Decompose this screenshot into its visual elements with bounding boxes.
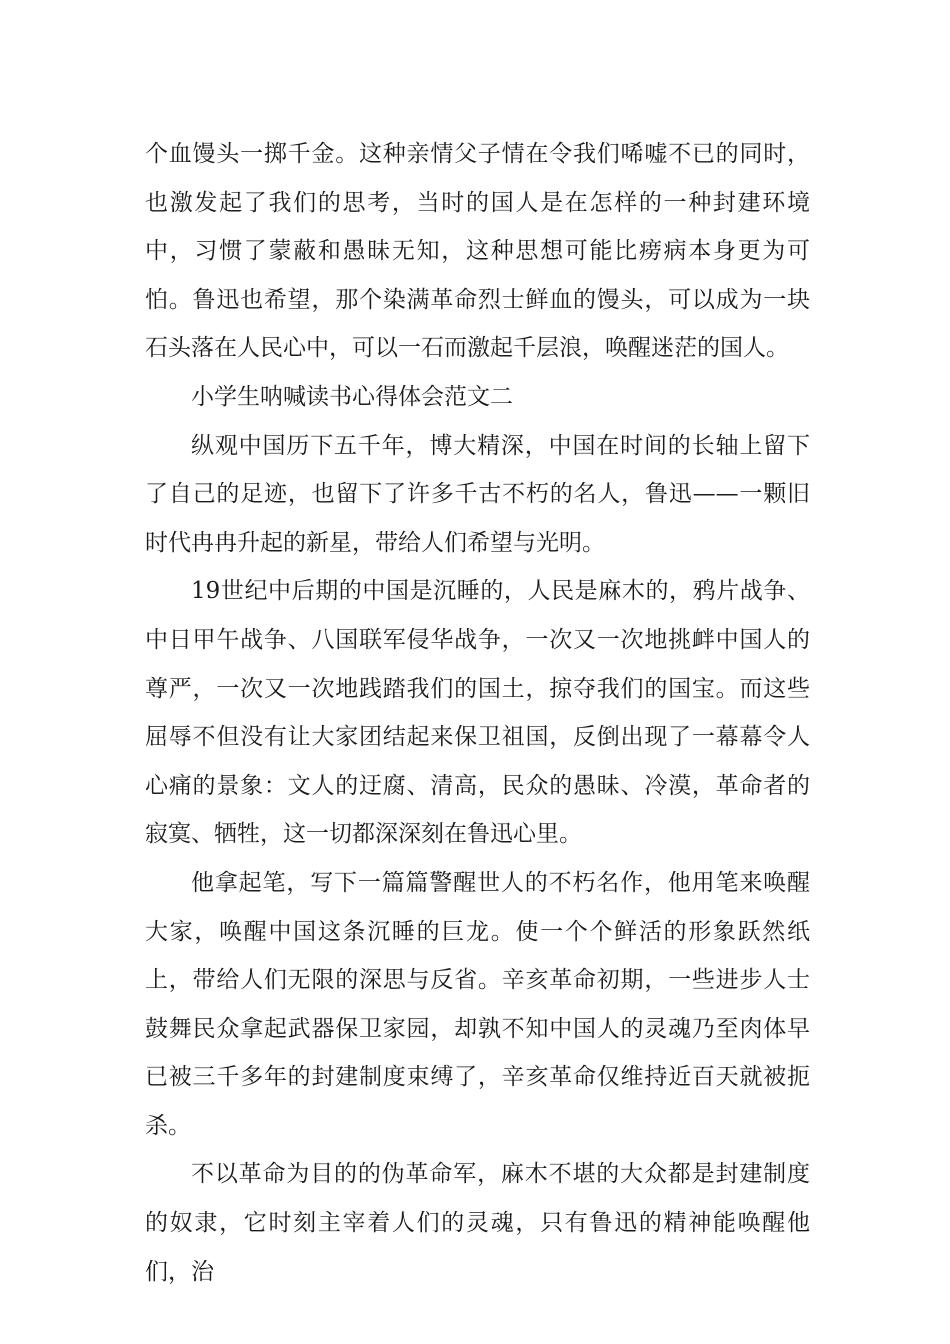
section-heading: 小学生呐喊读书心得体会范文二 [191,383,513,410]
document-body [145,130,810,1296]
paragraph: 纵观中国历下五千年，博大精深，中国在时间的长轴上留下了自己的足迹，也留下了许多千古不朽的名人，鲁迅——一颗旧时代冉冉升起的新星，带给人们希望与光明。 [145,432,810,556]
paragraph: 他拿起笔，写下一篇篇警醒世人的不朽名作，他用笔来唤醒大家，唤醒中国这条沉睡的巨龙。使一个个鲜活的形象跃然纸上，带给人们无限的深思与反省。辛亥革命初期，一些进步人士鼓舞民众拿起武器保卫家园，却孰不知中国人的灵魂乃至肉体早已被三千多年的封建制度束缚了，辛亥革命仅维持近百天就被扼杀。 [145,869,810,1139]
paragraph: 19世纪中后期的中国是沉睡的，人民是麻木的，鸦片战争、中日甲午战争、八国联军侵华战争，一次又一次地挑衅中国人的尊严，一次又一次地践踏我们的国土，掠夺我们的国宝。而这些屈辱不但没有让大家团结起来保卫祖国，反倒出现了一幕幕令人心痛的景象：文人的迂腐、清高，民众的愚昧、冷漠，革命者的寂寞、牺牲，这一切都深深刻在鲁迅心里。 [145,578,810,848]
paragraph: 不以革命为目的的伪革命军，麻木不堪的大众都是封建制度的奴隶，它时刻主宰着人们的灵魂，只有鲁迅的精神能唤醒他们，治 [145,1161,810,1285]
paragraph-continuation: 个血馒头一掷千金。这种亲情父子情在令我们唏嘘不已的同时，也激发起了我们的思考，当时的国人是在怎样的一种封建环境中，习惯了蒙蔽和愚昧无知，这种思想可能比痨病本身更为可怕。鲁迅也希望，那个染满革命烈士鲜血的馒头，可以成为一块石头落在人民心中，可以一石而激起千层浪，唤醒迷茫的国人。 [145,141,810,362]
